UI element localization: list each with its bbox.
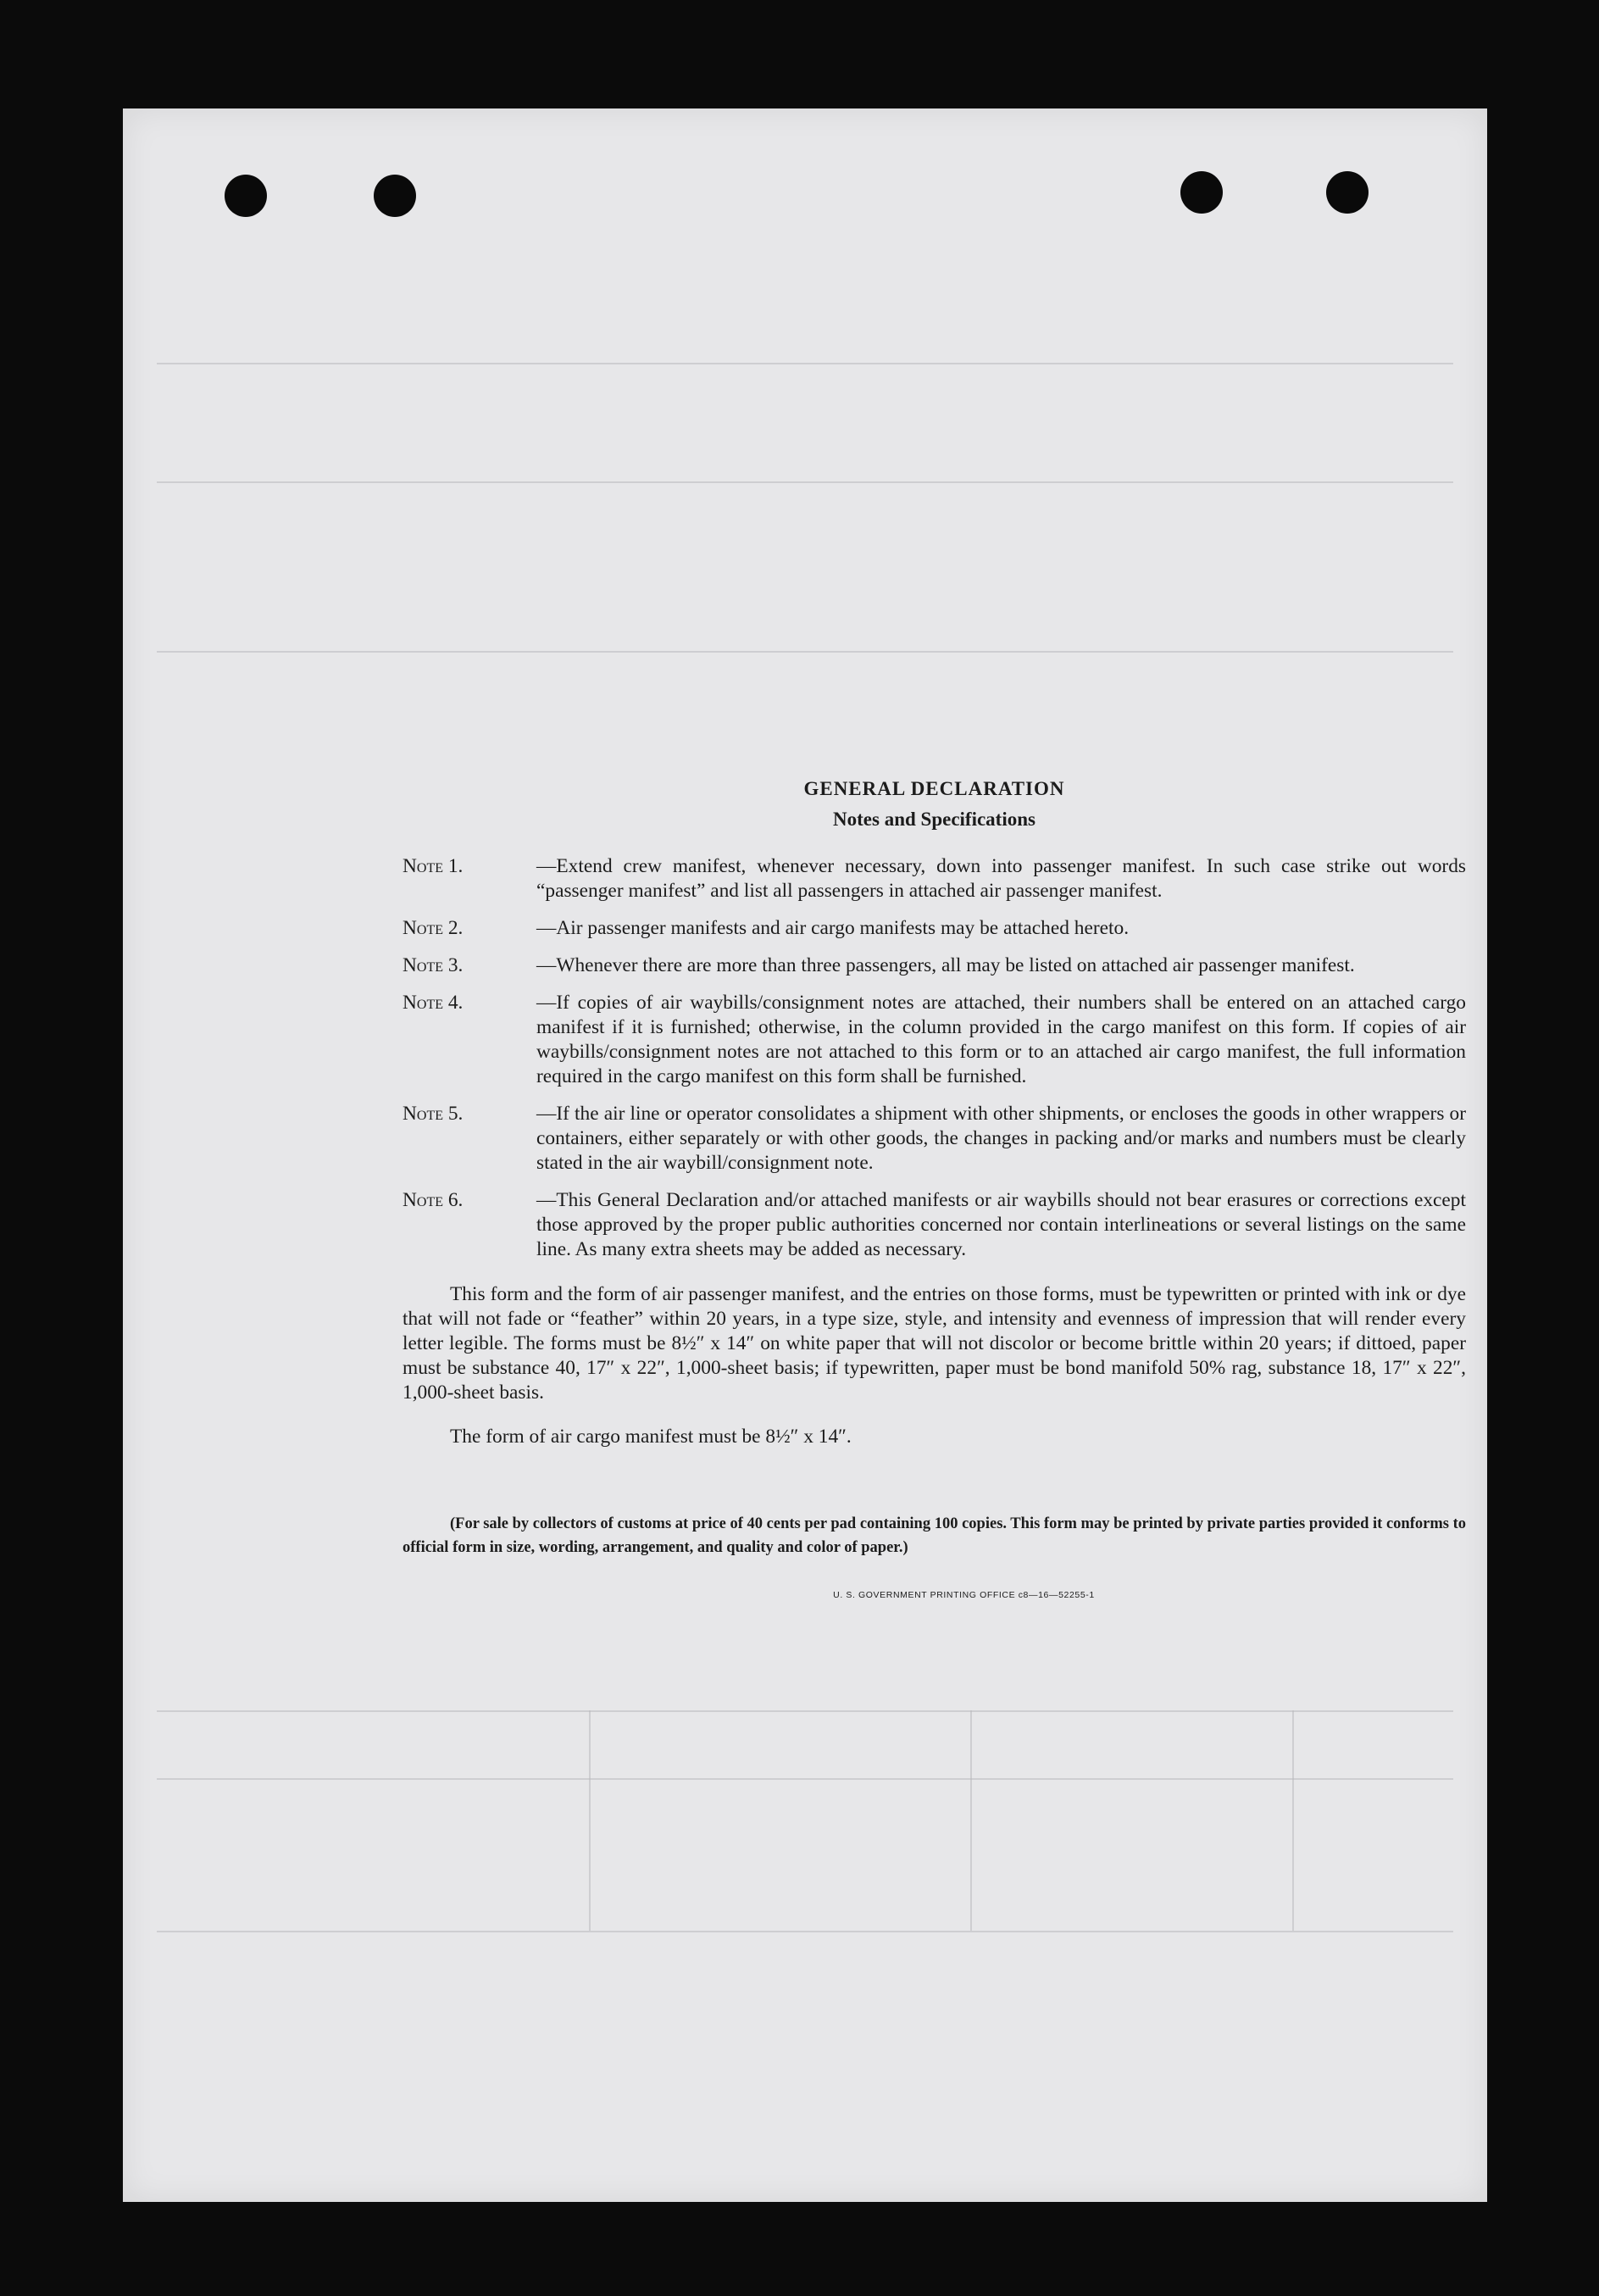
note-text: —If the air line or operator consolidates a shipment with other shipments, or encloses the goods in other wrappers or containers, either separately or with other goods, the changes in packing and/or marks and numbers must be clearly stated in the air waybill/consignment note. [536,1103,1466,1174]
bleed-through-line [157,1778,1453,1780]
note-2 [403,916,1466,941]
note-label: Note 6. [403,1189,464,1211]
form-specifications-paragraph: This form and the form of air passenger manifest, and the entries on those forms, must be typewritten or printed with ink or dye that will not fade or “feather” within 20 years, in a type size, style, and intensity and evenness of impression that will render every letter legible. The forms must be 8½″ x 14″ on white paper that will not discolor or become brittle within 20 years; if dittoed, paper must be substance 40, 17″ x 22″, 1,000-sheet basis; if typewritten, paper must be bond manifold 50% rag, substance 18, 17″ x 22″, 1,000-sheet basis. [403,1283,1466,1404]
bleed-through-line [157,363,1453,364]
bleed-through-line [970,1710,972,1931]
punch-hole-4 [1326,171,1369,214]
note-text: —Extend crew manifest, whenever necessary, down into passenger manifest. In such case strike out words “passenger manifest” and list all passengers in attached air passenger manifest. [536,855,1466,902]
note-label: Note 4. [403,992,464,1014]
bleed-through-line [157,651,1453,653]
note-text: —If copies of air waybills/consignment notes are attached, their numbers shall be entered on an attached cargo manifest if it is furnished; otherwise, in the column provided in the cargo manifest on this form. If copies of air waybills/consignment notes are not attached to this form or to an attached air cargo manifest, the full information required in the cargo manifest on this form shall be furnished. [536,992,1466,1087]
note-3 [403,953,1466,978]
cargo-manifest-size-paragraph: The form of air cargo manifest must be 8½″ x 14″. [450,1426,852,1448]
bleed-through-line [589,1710,591,1931]
document-subtitle: Notes and Specifications [833,809,1035,830]
note-6 [403,1188,1466,1262]
bleed-through-line [157,1710,1453,1712]
bleed-through-line [157,1931,1453,1932]
punch-hole-2 [374,175,416,217]
notes-content [403,778,1466,1600]
printer-imprint: U. S. GOVERNMENT PRINTING OFFICE c8—16—52255-1 [833,1590,1095,1601]
punch-hole-1 [225,175,267,217]
note-label: Note 5. [403,1103,464,1125]
note-4 [403,991,1466,1089]
note-text: —Air passenger manifests and air cargo manifests may be attached hereto. [536,917,1130,939]
sale-notice: (For sale by collectors of customs at price of 40 cents per pad containing 100 copies. This form may be printed by private parties provided it conforms to official form in size, wording, arrangement, and quality and color of paper.) [403,1515,1466,1557]
note-label: Note 1. [403,855,464,877]
punch-hole-3 [1180,171,1223,214]
bleed-through-line [157,481,1453,483]
note-label: Note 2. [403,917,464,939]
document-title: GENERAL DECLARATION [803,778,1065,799]
note-5 [403,1102,1466,1176]
note-1 [403,854,1466,903]
note-text: —Whenever there are more than three passengers, all may be listed on attached air passenger manifest. [536,954,1355,976]
note-text: —This General Declaration and/or attached manifests or air waybills should not bear erasures or corrections except those approved by the proper public authorities concerned nor contain interlineations or several listings on the same line. As many extra sheets may be added as necessary. [536,1189,1466,1260]
note-label: Note 3. [403,954,464,976]
bleed-through-line [1292,1710,1294,1931]
document-page [123,108,1487,2202]
